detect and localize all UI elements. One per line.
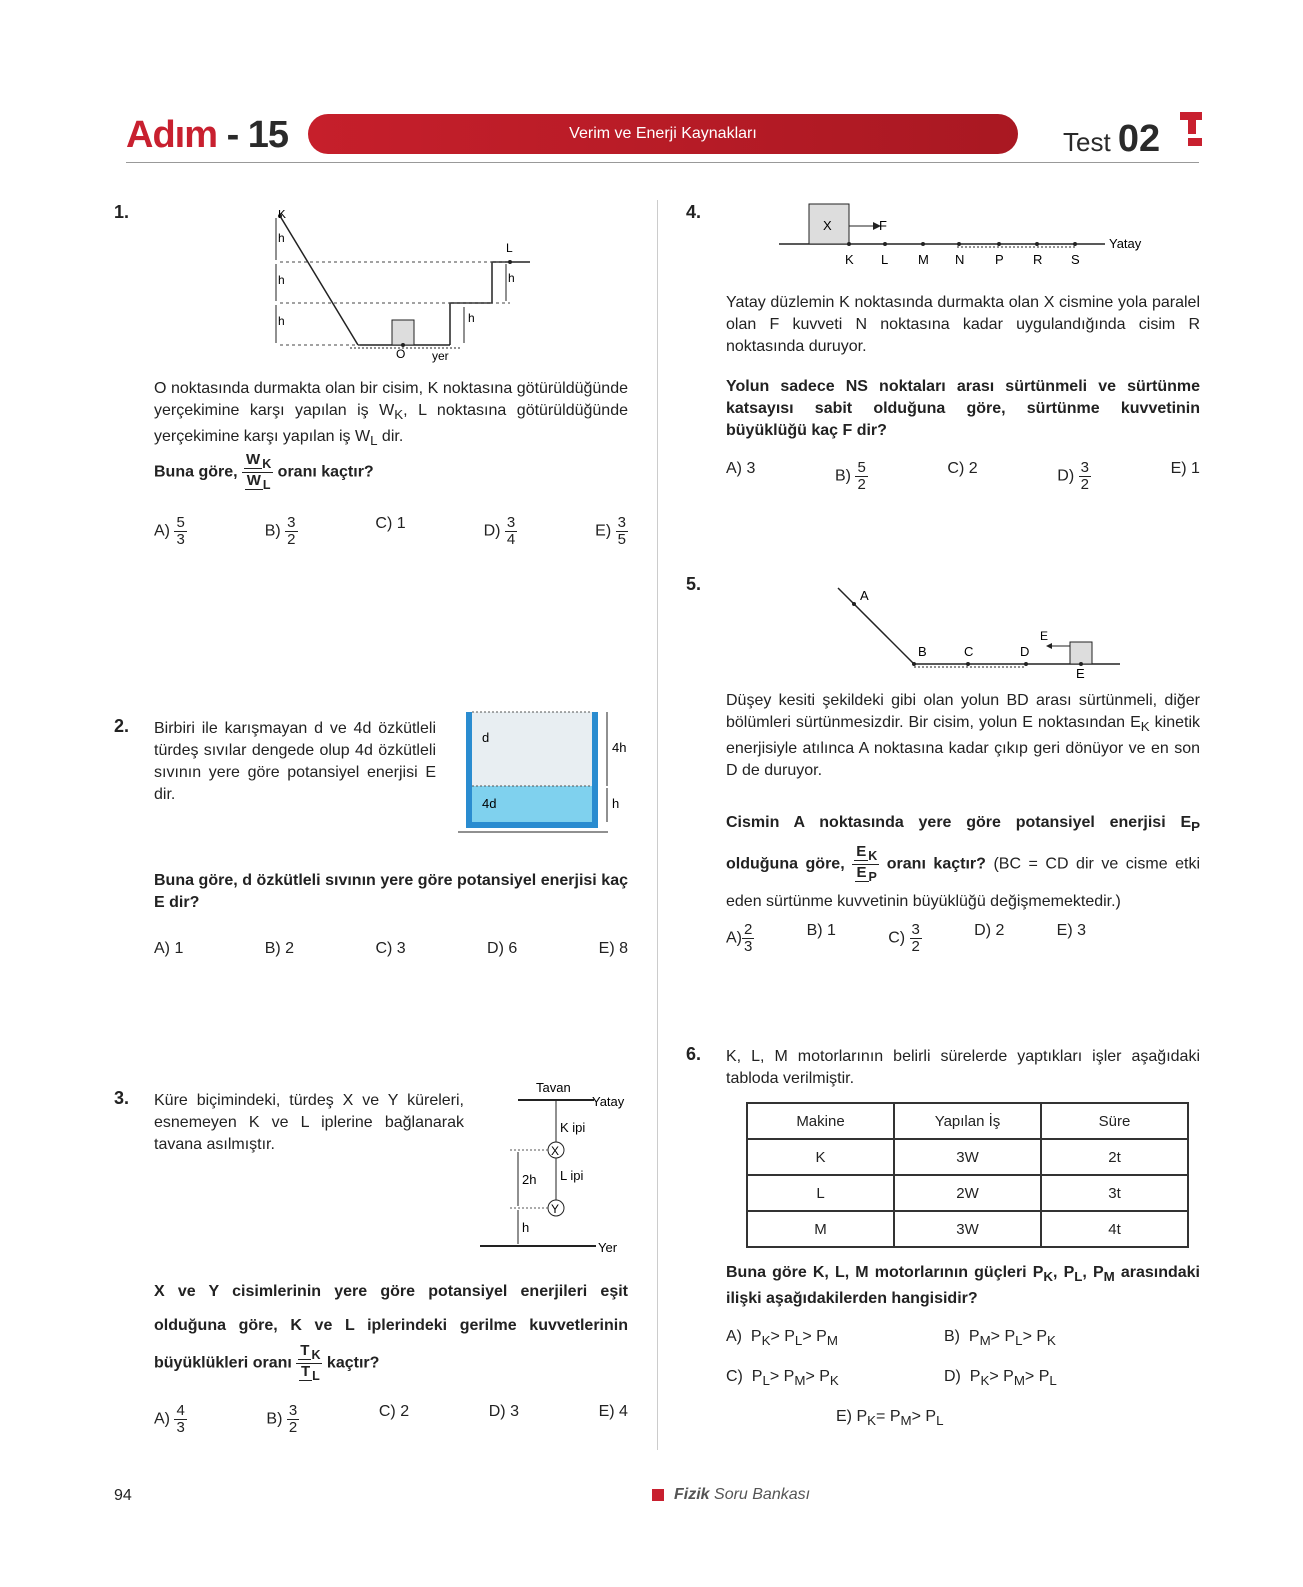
q3-label-k-rope: K ipi [560,1120,586,1135]
q4-point-k: K [845,252,854,267]
q2-text: Birbiri ile karışmayan d ve 4d özkütleli türdeş sıvılar dengede olup 4d özkütleli sıvının yere göre potansiyel enerjisi E dir. [154,720,436,803]
brand-name: Adım [126,114,217,156]
q5-ask-part2: olduğuna göre, [726,855,845,873]
q5-label-ek: E [1040,629,1049,643]
q1-ratio: $\frac{W _K}{W _L}$ [242,452,273,493]
q5-options [726,922,1086,955]
q3-label-2h: 2h [522,1172,537,1187]
q3-figure [474,1078,634,1258]
q2-number: 2. [114,716,130,736]
q1-label-o: O [396,347,406,361]
q5-text-part1: Düşey kesiti şekildeki gibi olan yolun BD arası sürtünmeli, diğer bölümleri sürtünmesizdir. Bir cisim, yolun E noktasından E [726,692,1200,731]
q1-text [154,378,628,452]
q4-label-x: X [823,218,832,233]
q1-option-a[interactable]: A) $\frac{5}{3}$ [154,514,185,548]
table-row [747,1211,1188,1247]
q5-text [726,690,1200,782]
book-title-bold: Fizik [674,1486,710,1503]
q5-ask-part1: Cismin A noktasında yere göre potansiyel enerjisi E [726,814,1192,831]
q2-option-e[interactable]: E) 8 [598,940,628,957]
q1-ask [154,452,374,493]
q5-label-e: E [1076,666,1085,680]
q2-label-4h: 4h [612,740,627,755]
page-number: 94 [114,1487,132,1504]
q1-ask-post: oranı kaçtır? [277,463,374,481]
q1-text-part2: , L noktasına götürüldüğünde yerçekimine karşı yapılan iş W [154,402,629,446]
q1-sub-l: L [370,433,378,449]
q3-label-l-rope: L ipi [560,1168,584,1183]
q5-ask-end: oranı kaçtır? [886,855,986,873]
q3-label-horizontal: Yatay [592,1094,625,1109]
q3-option-d[interactable]: D) 3 [488,1403,519,1420]
q1-text-part1: O noktasında durmakta olan bir cisim, K noktasına götürüldüğünde yerçekimine karşı yapılan iş W [154,380,628,419]
q5-option-c[interactable]: C) $\frac{3}{2}$ [888,921,920,955]
q1-label-ground: yer [432,349,449,363]
q5-option-a[interactable]: A) $\frac{2}{3}$ [726,921,753,955]
q5-ratio: $\frac{E _K}{E _P}$ [852,844,879,885]
q3-option-e[interactable]: E) 4 [598,1403,628,1420]
q3-option-b[interactable]: B) $\frac{3}{2}$ [266,1402,298,1436]
q3-option-c[interactable]: C) 2 [378,1403,410,1420]
table-cell: M [747,1211,894,1247]
q2-label-h: h [612,796,620,811]
test-word: Test [1063,127,1111,157]
q4-label-f: F [879,218,887,233]
q5-ratio-den: E [856,864,867,882]
q4-option-b[interactable]: B) $\frac{5}{2}$ [834,459,866,493]
q1-label-h3: h [278,314,285,328]
q6-option-e[interactable]: E) $P_K= P_M> P_L$ [836,1408,944,1429]
q1-option-e[interactable]: E) $\frac{3}{5}$ [595,514,626,548]
q1-label-k: K [278,210,287,221]
table-cell: 3W [894,1211,1041,1247]
q2-ask: Buna göre, d özkütleli sıvının yere göre potansiyel enerjisi kaç E dir? [154,872,628,911]
table-header-row [747,1103,1188,1139]
q4-point-p: P [995,252,1004,267]
header-divider [126,162,1199,163]
q1-figure [270,210,550,370]
q6-option-d[interactable]: D) $P_K> P_M> P_L$ [944,1368,1057,1389]
q1-label-h2: h [278,273,285,287]
q5-text-sub: K [1140,719,1150,735]
topic-banner [308,114,1018,154]
q6-ask-end: arasındaki ilişki aşağıdakilerden hangisidir? [726,1264,1200,1308]
q2-options [154,940,628,958]
table-cell: 4t [1041,1211,1188,1247]
q1-label-h4: h [468,311,475,325]
q5-option-e[interactable]: E) 3 [1056,922,1086,939]
q5-label-c: C [964,644,974,659]
q2-label-4d: 4d [482,796,497,811]
q5-option-d[interactable]: D) 2 [974,922,1005,939]
q4-option-d[interactable]: D) $\frac{3}{2}$ [1057,459,1089,493]
q2-figure [458,708,638,844]
q5-ask-sub: P [1191,819,1200,835]
q6-text: K, L, M motorlarının belirli sürelerde yaptıkları işler aşağıdaki tabloda verilmiştir. [726,1048,1200,1087]
q5-number: 5. [686,574,702,594]
q4-label-horizontal: Yatay [1109,236,1142,251]
q4-point-l: L [881,252,889,267]
q3-label-x: X [551,1144,560,1158]
q1-ask-pre: Buna göre, [154,463,238,481]
table-row [747,1139,1188,1175]
q5-label-a: A [860,588,869,603]
table-row [747,1175,1188,1211]
q1-option-b[interactable]: B) $\frac{3}{2}$ [264,514,296,548]
q3-ratio-den: T [300,1363,311,1380]
q5-text-part2: kinetik enerjisiyle atılınca A noktasına kadar çıkıp geri dönüyor ve en son D de duruyor. [726,714,1200,780]
q1-option-d[interactable]: D) $\frac{3}{4}$ [483,514,516,548]
q4-point-m: M [918,252,929,267]
q2-option-c[interactable]: C) 3 [375,940,406,957]
q5-ratio-num: E [856,843,867,861]
q5-label-d: D [1020,644,1030,659]
q4-point-n: N [955,252,965,267]
table-cell: 2t [1041,1139,1188,1175]
table-cell: 3W [894,1139,1041,1175]
q2-option-a[interactable]: A) 1 [154,940,184,957]
q3-option-a[interactable]: A) $\frac{4}{3}$ [154,1402,185,1436]
q3-options [154,1403,628,1436]
q1-label-h5: h [508,271,515,285]
q1-sub-k: K [394,407,404,423]
q5-ask [726,806,1200,919]
book-title-rest: Soru Bankası [714,1486,811,1503]
table-cell: 2W [894,1175,1041,1211]
header-brand [126,114,288,157]
q3-number: 3. [114,1088,130,1108]
q4-text: Yatay düzlemin K noktasında durmakta olan X cismine yola paralel olan F kuvveti N noktasına kadar uygulandığında cisim R noktasında duruyor. [726,294,1200,355]
q3-label-ground: Yer [598,1240,618,1255]
test-number: 02 [1117,118,1161,160]
q1-options [154,515,628,548]
q4-option-e[interactable]: E) 1 [1170,460,1200,477]
q1-ratio-den: W [246,472,261,489]
q4-option-c[interactable]: C) 2 [947,460,978,477]
q2-label-d: d [482,730,490,745]
q3-ask [154,1275,628,1384]
q5-label-b: B [918,644,927,659]
q4-point-s: S [1071,252,1080,267]
q2-option-b[interactable]: B) 2 [264,940,295,957]
q1-ratio-num: W [246,451,261,468]
q5-figure [830,580,1130,680]
q3-ask-text: X ve Y cisimlerinin yere göre potansiyel enerjileri eşit olduğuna göre, K ve L iplerindeki gerilme kuvvetlerinin büyüklükleri oranı [154,1283,628,1372]
q6-ask: Buna göre K, L, M motorlarının güçleri $P_K$, $P_L$, $P_M$ arasındaki ilişki aşağıdakilerden hangisidir? [726,1264,1200,1308]
q6-option-b[interactable]: B) $P_M> P_L> P_K$ [944,1328,1056,1349]
q1-label-l: L [506,241,513,255]
q3-label-ceiling: Tavan [536,1080,571,1095]
q3-label-h: h [522,1220,530,1235]
q6-table [746,1102,1189,1248]
test-label [1063,118,1160,161]
q4-number: 4. [686,202,702,222]
q4-figure [775,200,1155,272]
q5-option-b[interactable]: B) 1 [806,922,836,939]
q4-options [726,460,1200,493]
q4-ask: Yolun sadece NS noktaları arası sürtünmeli ve sürtünme katsayısı sabit olduğuna göre, sürtünme kuvvetinin büyüklüğü kaç F dir? [726,378,1200,439]
table-cell: 3t [1041,1175,1188,1211]
table-header: Yapılan İş [894,1103,1041,1139]
q6-option-a[interactable]: A) $P_K> P_L> P_M$ [726,1328,838,1349]
q1-number: 1. [114,202,130,222]
column-divider [657,200,658,1450]
table-cell: L [747,1175,894,1211]
q6-number: 6. [686,1044,702,1064]
table-cell: K [747,1139,894,1175]
q6-ask-text: Buna göre K, L, M motorlarının güçleri P [726,1264,1044,1281]
q3-ratio: $\frac{T _K}{T _L}$ [296,1343,322,1384]
q5-note: (BC = CD dir ve cisme etki eden sürtünme kuvvetinin büyüklüğü değişmemektedir.) [726,855,1201,911]
table-header: Makine [747,1103,894,1139]
table-header: Süre [1041,1103,1188,1139]
q4-option-a[interactable]: A) 3 [726,460,756,477]
q3-ask-end: kaçtır? [326,1354,380,1372]
footer-square-icon [652,1489,664,1501]
q3-text: Küre biçimindeki, türdeş X ve Y küreleri, esnemeyen K ve L iplerine bağlanarak tavana asılmıştır. [154,1092,464,1153]
q3-label-y: Y [551,1202,560,1216]
q1-option-c[interactable]: C) 1 [375,515,406,532]
publisher-logo-icon [1180,112,1202,152]
q6-option-c[interactable]: C) $P_L> P_M> P_K$ [726,1368,839,1389]
book-title [652,1486,810,1504]
q1-text-part3: dir. [377,428,404,446]
topic-title: Verim ve Enerji Kaynakları [569,125,757,142]
q3-ratio-num: T [300,1342,310,1359]
q2-option-d[interactable]: D) 6 [487,940,518,957]
q1-label-h1: h [278,231,285,245]
q4-point-r: R [1033,252,1043,267]
step-number: - 15 [226,114,289,156]
